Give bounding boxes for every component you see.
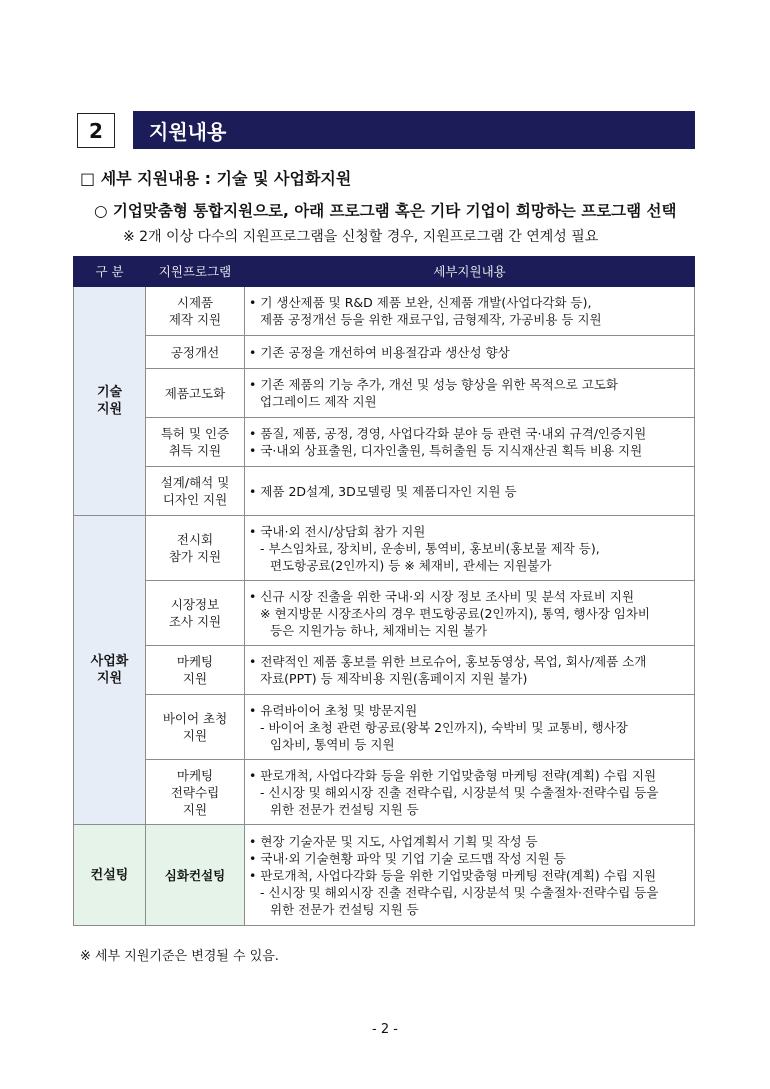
table-row [74,418,695,467]
table-row [74,581,695,646]
header-details: 세부지원내용 [245,257,695,287]
detail-line: - 신시장 및 해외시장 진출 전략수립, 시장분석 및 수출절차·전략수립 등을 [260,784,659,800]
detail-line: • 기존 공정을 개선하여 비용절감과 생산성 향상 [249,344,510,360]
detail-line: 임차비, 통역비 등 지원 [270,736,395,752]
footnote: ※ 세부 지원기준은 변경될 수 있음. [80,949,279,964]
program-label: 마케팅 [176,654,214,669]
detail-line: 위한 전문가 컨설팅 지원 등 [270,901,419,917]
detail-cell [245,287,695,336]
detail-line: • 유력바이어 초청 및 방문지원 [249,702,418,718]
program-label: 지원 [182,671,208,686]
category-label: 지원 [96,402,123,417]
header-program: 지원프로그램 [146,257,245,287]
program-label: 지원 [182,801,208,817]
program-label: 심화컨설팅 [164,867,226,883]
program-cell [146,695,245,760]
detail-line: • 판로개척, 사업다각화 등을 위한 기업맞춤형 마케팅 전략(계획) 수립 지원 [249,867,657,883]
support-table [73,256,695,926]
detail-cell [245,516,695,581]
program-label: 조사 지원 [168,614,222,629]
program-cell [146,516,245,581]
table-row [74,467,695,516]
program-label: 특허 및 인증 [160,426,230,441]
detail-line: • 품질, 제품, 공정, 경영, 사업다각화 분야 등 관련 국·내외 규격/인증지원 [249,426,647,441]
program-cell [146,336,245,369]
section-title: 지원내용 [133,111,695,149]
program-label: 제작 지원 [168,312,222,327]
detail-line: • 제품 2D설계, 3D모델링 및 제품디자인 지원 등 [249,483,517,499]
program-cell [146,760,245,825]
program-label: 취득 지원 [168,443,222,458]
detail-line: 편도항공료(2인까지) 등 ※ 체재비, 관세는 지원불가 [270,557,552,573]
header-category: 구 분 [74,257,146,287]
detail-line: - 신시장 및 해외시장 진출 전략수립, 시장분석 및 수출절차·전략수립 등을 [260,884,659,900]
detail-cell [245,646,695,695]
program-label: 제품고도화 [164,385,226,401]
table-row [74,336,695,369]
detail-line: • 판로개척, 사업다각화 등을 위한 기업맞춤형 마케팅 전략(계획) 수립 지원 [249,767,657,783]
detail-heading: □ 세부 지원내용 : 기술 및 사업화지원 [80,169,352,188]
section-number: 2 [77,113,115,148]
program-label: 참가 지원 [168,549,222,564]
program-label: 마케팅 [176,767,214,783]
program-cell [146,418,245,467]
program-label: 전시회 [176,532,214,547]
detail-line: 등은 지원가능 하나, 체재비는 지원 불가 [270,622,488,638]
detail-line: - 부스임차료, 장치비, 운송비, 통역비, 홍보비(홍보물 제작 등), [260,540,600,556]
program-label: 설계/해석 및 [160,475,230,490]
program-label: 디자인 지원 [162,492,228,507]
program-cell [146,287,245,336]
program-label: 바이어 초청 [162,711,228,726]
detail-line: • 기 생산제품 및 R&D 제품 보완, 신제품 개발(사업다각화 등), [249,295,592,310]
detail-cell [245,581,695,646]
detail-line: • 신규 시장 진출을 위한 국내·외 시장 정보 조사비 및 분석 자료비 지원 [249,588,635,604]
table-row [74,646,695,695]
linkage-note: ※ 2개 이상 다수의 지원프로그램을 신청할 경우, 지원프로그램 간 연계성 필요 [123,229,599,245]
category-label: 지원 [96,671,123,686]
program-subheading: ○ 기업맞춤형 통합지원으로, 아래 프로그램 혹은 기타 기업이 희망하는 프로그램 선택 [94,202,677,220]
category-tech [74,287,146,516]
table-header-row [74,257,695,287]
detail-cell [245,418,695,467]
detail-line: - 바이어 초청 관련 항공료(왕복 2인까지), 숙박비 및 교통비, 행사장 [260,719,628,735]
program-cell [146,369,245,418]
detail-line: 제품 공정개선 등을 위한 재료구입, 금형제작, 가공비용 등 지원 [260,312,602,327]
program-label: 전략수립 [170,784,220,800]
detail-line: 업그레이드 제작 지원 [260,394,377,409]
category-commercialization [74,516,146,825]
program-cell [146,646,245,695]
table-row [74,825,695,926]
detail-line: 자료(PPT) 등 제작비용 지원(홈페이지 지원 불가) [260,671,528,686]
page-number: - 2 - [372,1022,398,1037]
table-row [74,369,695,418]
program-cell [146,581,245,646]
program-label: 시장정보 [170,597,220,612]
detail-line: 위한 전문가 컨설팅 지원 등 [270,801,419,817]
table-row [74,516,695,581]
detail-cell [245,695,695,760]
detail-cell [245,336,695,369]
table-row [74,287,695,336]
table-row [74,760,695,825]
detail-line: • 국내·외 전시/상담회 참가 지원 [249,523,426,539]
program-label: 시제품 [176,295,214,310]
section-header [77,111,695,149]
detail-cell [245,467,695,516]
detail-line: • 기존 제품의 기능 추가, 개선 및 성능 향상을 위한 목적으로 고도화 [249,377,619,392]
detail-line: • 전략적인 제품 홍보를 위한 브로슈어, 홍보동영상, 목업, 회사/제품 소개 [249,654,647,669]
program-cell [146,825,245,926]
detail-line: ※ 현지방문 시장조사의 경우 편도항공료(2인까지), 통역, 행사장 임차비 [260,605,650,621]
program-label: 지원 [182,728,208,743]
category-label: 기술 [96,385,123,400]
detail-cell [245,369,695,418]
detail-line: • 국내·외 기술현황 파악 및 기업 기술 로드맵 작성 지원 등 [249,850,566,866]
detail-cell [245,760,695,825]
detail-line: • 국·내외 상표출원, 디자인출원, 특허출원 등 지식재산권 획득 비용 지원 [249,443,643,458]
category-consulting [74,825,146,926]
detail-cell [245,825,695,926]
table-row [74,695,695,760]
category-label: 사업화 [90,654,129,669]
category-label: 컨설팅 [90,867,129,883]
program-label: 공정개선 [170,344,220,360]
program-cell [146,467,245,516]
detail-line: • 현장 기술자문 및 지도, 사업계획서 기획 및 작성 등 [249,833,538,849]
